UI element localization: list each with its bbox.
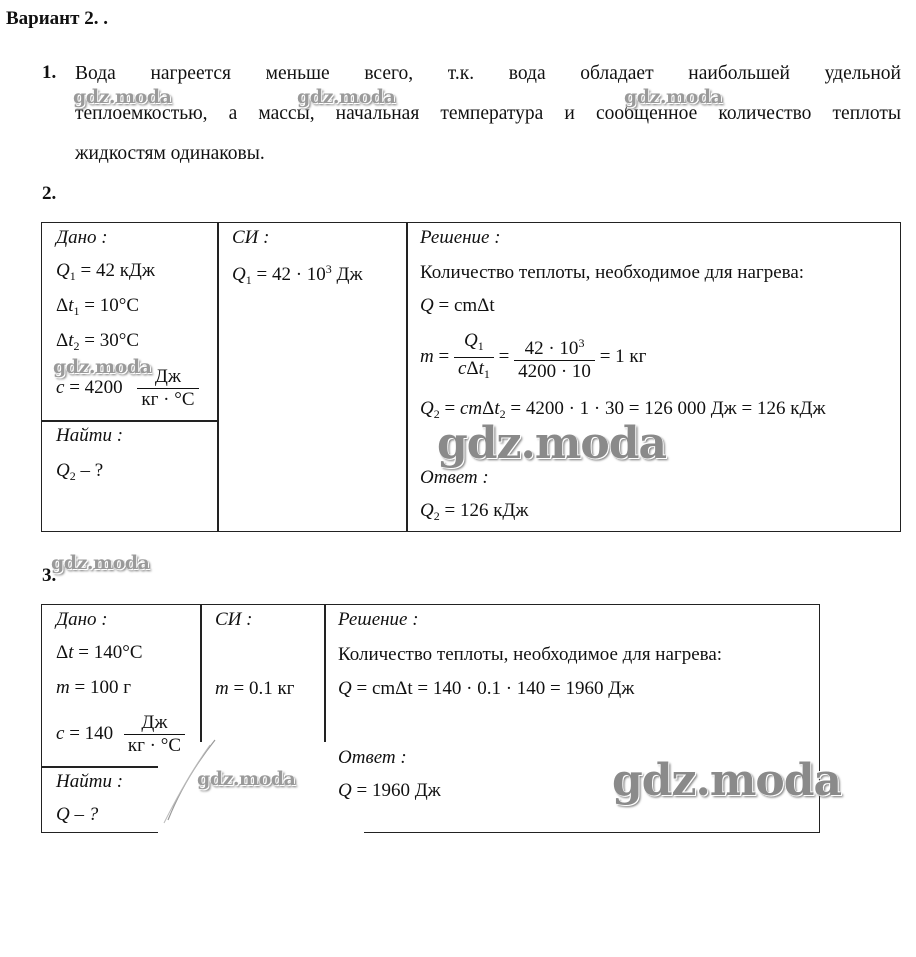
q2-solution-text: Количество теплоты, необходимое для нагрева:	[420, 262, 805, 283]
q3-scan-cutout	[158, 742, 364, 842]
q3-solution-text: Количество теплоты, необходимое для нагрева:	[338, 644, 723, 665]
watermark: gdz.moda	[197, 768, 296, 790]
q2-given-c: c = 4200 $\frac{Дж}{кг \cdot ^\circ C}$	[56, 366, 199, 411]
q2-si-q1: $Q_1 = 42 \cdot 10^3$ Дж	[232, 262, 363, 287]
q2-si-label: СИ :	[232, 227, 270, 248]
q2-mass-calc: m = $\frac{Q_1}{c\Delta t_1}$ = $\frac{42 \cdot 10^3}{4200 \cdot 10}$ = 1 кг	[420, 330, 647, 382]
q2-divider-1	[217, 222, 219, 532]
question-1-answer	[75, 54, 901, 174]
q2-find-value: $Q_2$ – ?	[56, 460, 104, 483]
q3-solution-label: Решение :	[338, 609, 419, 630]
question-1-number: 1.	[42, 62, 57, 83]
q3-given-dt: Δt = 140°C	[56, 642, 143, 663]
q1-line-2: теплоемкостью, а массы, начальная температура и сообщенное количество теплоты	[75, 103, 901, 124]
q2-given-dt1: $\Delta t_1 = 10^\circ C$	[56, 295, 139, 318]
question-2-number: 2.	[42, 183, 57, 204]
q1-line-3: жидкостям одинаковы.	[75, 143, 265, 164]
q2-find-label: Найти :	[56, 425, 124, 446]
q2-given-dt2: $\Delta t_2 = 30^\circ C$	[56, 330, 139, 353]
watermark: gdz.moda	[73, 86, 172, 108]
q2-divider-find	[41, 420, 218, 422]
q2-formula: Q = cmΔt	[420, 295, 495, 316]
q3-given-label: Дано :	[56, 609, 108, 630]
watermark: gdz.moda	[297, 86, 396, 108]
watermark: gdz.moda	[51, 552, 150, 574]
watermark: gdz.moda	[53, 356, 152, 378]
q3-given-c: c = 140 $\frac{Дж}{кг \cdot ^\circ C}$	[56, 712, 185, 757]
q3-si-m: m = 0.1 кг	[215, 678, 295, 699]
q2-divider-2	[406, 222, 408, 532]
q2-given-label: Дано :	[56, 227, 108, 248]
q3-given-m: m = 100 г	[56, 677, 131, 698]
q3-formula: Q = cmΔt = 140 · 0.1 · 140 = 1960 Дж	[338, 678, 635, 699]
question-3-number: 3.	[42, 565, 57, 586]
q3-answer-label: Ответ :	[338, 747, 407, 768]
q3-find-label: Найти :	[56, 771, 124, 792]
q2-solution-label: Решение :	[420, 227, 501, 248]
q3-answer-value: Q = 1960 Дж	[338, 780, 441, 801]
watermark: gdz.moda	[437, 418, 667, 469]
q2-given-q1: $Q_1 = 42$ кДж	[56, 260, 156, 283]
q3-si-label: СИ :	[215, 609, 253, 630]
q2-answer-label: Ответ :	[420, 467, 489, 488]
q2-answer-value: $Q_2 = 126$ кДж	[420, 500, 529, 523]
watermark: gdz.moda	[612, 755, 842, 806]
page-title: Вариант 2. .	[6, 8, 108, 29]
q2-q2-calc: $Q_2 = cm\Delta t_2 = 4200 \cdot 1 \cdot 30 = 126$ 000 Дж = 126 кДж	[420, 398, 826, 421]
q3-find-value: Q – ?	[56, 804, 99, 825]
watermark: gdz.moda	[624, 86, 723, 108]
q1-line-1: Вода нагреется меньше всего, т.к. вода обладает наибольшей удельной	[75, 63, 901, 84]
